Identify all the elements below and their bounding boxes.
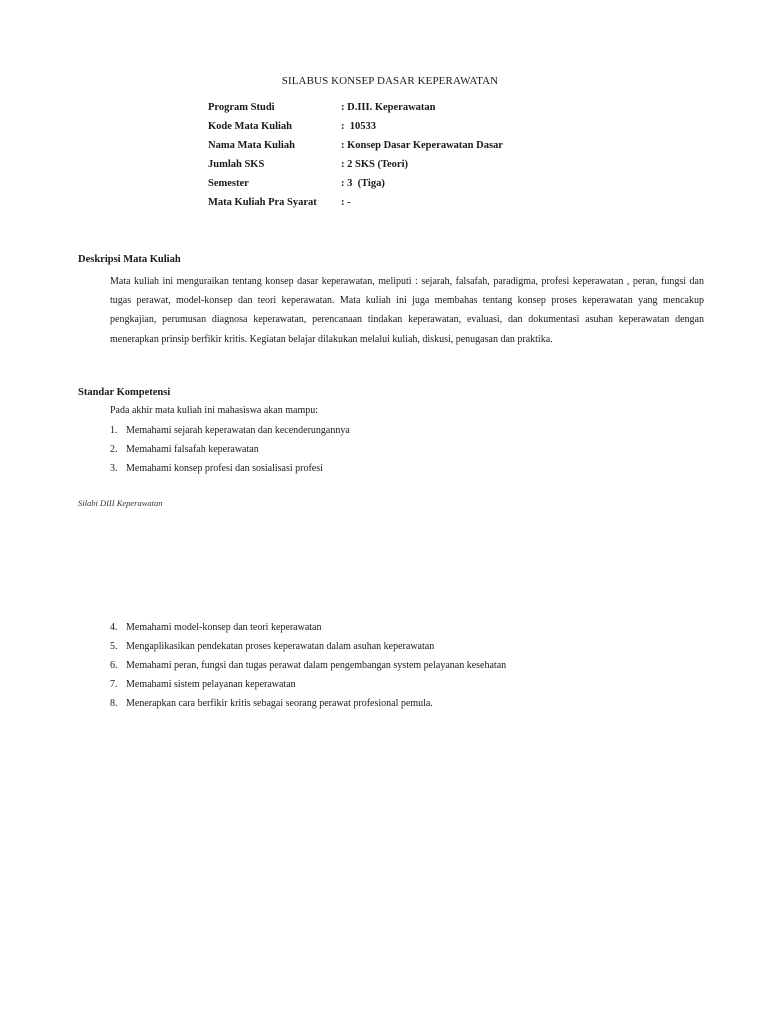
meta-row-jumlah-sks bbox=[208, 158, 503, 177]
list-text: Memahami sejarah keperawatan dan kecenderungannya bbox=[126, 425, 350, 436]
meta-label: Program Studi bbox=[208, 102, 275, 113]
list-text: Memahami sistem pelayanan keperawatan bbox=[126, 679, 296, 690]
list-text: Menerapkan cara berfikir kritis sebagai seorang perawat profesional pemula. bbox=[126, 698, 433, 709]
meta-row-program-studi bbox=[208, 101, 503, 120]
list-item bbox=[110, 659, 506, 678]
meta-row-nama-mata-kuliah bbox=[208, 139, 503, 158]
list-number: 6. bbox=[110, 660, 118, 671]
competency-list-part2 bbox=[110, 621, 506, 716]
deskripsi-heading: Deskripsi Mata Kuliah bbox=[78, 254, 181, 265]
meta-row-semester bbox=[208, 177, 503, 196]
meta-value: : - bbox=[341, 197, 351, 208]
list-item bbox=[110, 697, 506, 716]
competency-list-part1 bbox=[110, 424, 350, 481]
meta-label: Nama Mata Kuliah bbox=[208, 140, 295, 151]
list-item bbox=[110, 640, 506, 659]
list-text: Memahami peran, fungsi dan tugas perawat dalam pengembangan system pelayanan kesehatan bbox=[126, 660, 507, 671]
meta-value: : 10533 bbox=[341, 121, 376, 132]
list-item bbox=[110, 678, 506, 697]
list-text: Mengaplikasikan pendekatan proses keperawatan dalam asuhan keperawatan bbox=[126, 641, 435, 652]
list-number: 8. bbox=[110, 698, 118, 709]
list-item bbox=[110, 443, 350, 462]
list-item bbox=[110, 424, 350, 443]
meta-row-pra-syarat bbox=[208, 196, 503, 215]
deskripsi-paragraph: Mata kuliah ini menguraikan tentang konsep dasar keperawatan, meliputi : sejarah, falsafah, paradigma, profesi keperawatan , peran, fungsi dan tugas perawat, model-konsep dan teori keperawatan. Mata kuliah ini juga membahas tentang konsep proses keperawatan yang mencakup pengkajian, perumusan diagnosa keperawatan, perencanaan tindakan keperawatan, evaluasi, dan dokumentasi asuhan keperawatan dengan menerapkan prinsip berfikir kritis. Kegiatan belajar dilakukan melalui kuliah, diskusi, penugasan dan praktika. bbox=[110, 276, 704, 345]
course-meta-table bbox=[208, 101, 503, 215]
meta-label: Kode Mata Kuliah bbox=[208, 121, 293, 132]
list-text: Memahami falsafah keperawatan bbox=[126, 444, 259, 455]
meta-value: : D.III. Keperawatan bbox=[341, 102, 436, 113]
list-number: 4. bbox=[110, 622, 118, 633]
list-text: Memahami model-konsep dan teori keperawatan bbox=[126, 622, 322, 633]
list-number: 3. bbox=[110, 463, 118, 474]
page-footer-note: Silabi DIII Keperawatan bbox=[78, 498, 163, 508]
list-item bbox=[110, 462, 350, 481]
list-number: 2. bbox=[110, 444, 118, 455]
meta-label: Mata Kuliah Pra Syarat bbox=[208, 197, 317, 208]
meta-label: Semester bbox=[208, 178, 249, 189]
document-title: SILABUS KONSEP DASAR KEPERAWATAN bbox=[281, 75, 499, 87]
meta-row-kode-mata-kuliah bbox=[208, 120, 503, 139]
list-number: 7. bbox=[110, 679, 118, 690]
standar-intro: Pada akhir mata kuliah ini mahasiswa akan mampu: bbox=[110, 405, 318, 416]
list-number: 5. bbox=[110, 641, 118, 652]
list-number: 1. bbox=[110, 425, 118, 436]
list-item bbox=[110, 621, 506, 640]
meta-value: : Konsep Dasar Keperawatan Dasar bbox=[341, 140, 503, 151]
meta-label: Jumlah SKS bbox=[208, 159, 265, 170]
meta-value: : 2 SKS (Teori) bbox=[341, 159, 408, 170]
meta-value: : 3 (Tiga) bbox=[341, 178, 385, 189]
standar-kompetensi-heading: Standar Kompetensi bbox=[78, 387, 171, 398]
list-text: Memahami konsep profesi dan sosialisasi profesi bbox=[126, 463, 323, 474]
